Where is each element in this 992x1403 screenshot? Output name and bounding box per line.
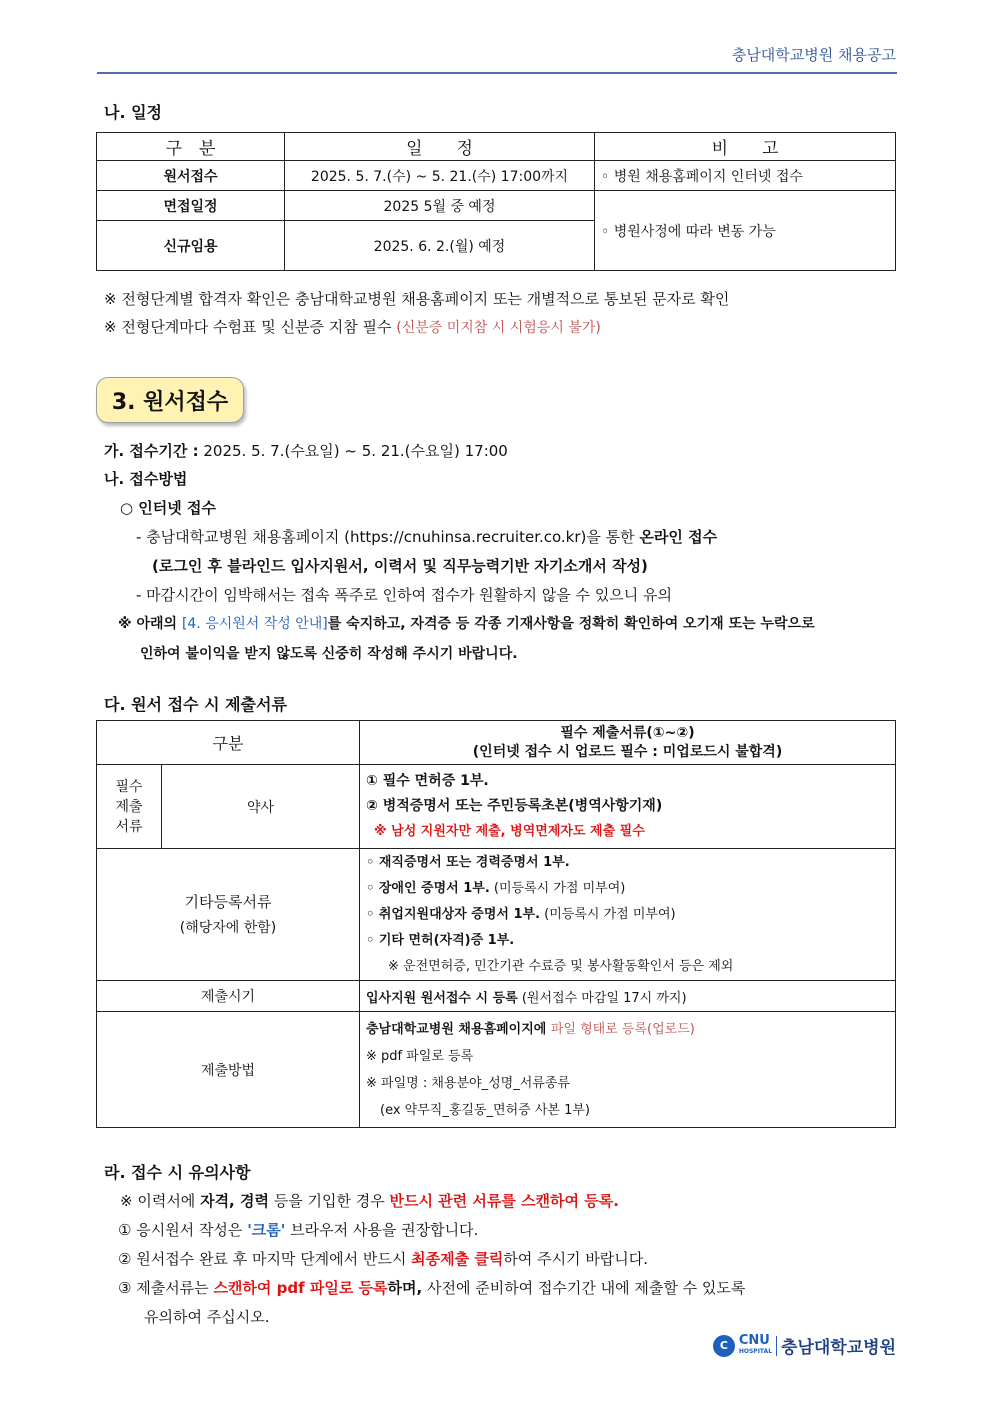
table-row	[97, 765, 896, 849]
schedule-note-1: ※ 전형단계별 합격자 확인은 충남대학교병원 채용홈페이지 또는 개별적으로 통보된 문자로 확인	[104, 290, 730, 308]
required-label-3: 서류	[115, 818, 143, 835]
timing-value-bold: 입사지원 원서접수 시 등록	[366, 990, 518, 1006]
schedule-col-date: 일 정	[285, 133, 595, 161]
required-label	[97, 765, 162, 849]
notice-line-1	[118, 613, 815, 633]
pharm-label: 약사	[162, 765, 360, 849]
period-line	[104, 440, 508, 461]
section-badge: 3. 원서접수	[96, 377, 244, 423]
schedule-row-label: 신규임용	[97, 221, 285, 271]
documents-col-required-line-2: (인터넷 접수 시 업로드 필수 : 미업로드시 불합격)	[472, 743, 783, 760]
schedule-heading: 나. 일정	[104, 103, 163, 122]
schedule-row-label: 면접일정	[97, 191, 285, 221]
schedule-merged-note: ◦ 병원사정에 따라 변동 가능	[595, 191, 896, 271]
caution-0-bold: 자격, 경력	[200, 1192, 269, 1210]
method-heading: 나. 접수방법	[104, 470, 188, 488]
notice-rest: 를 숙지하고, 자격증 등 각종 기재사항을 정확히 확인하여 오기재 또는 누락으로	[327, 616, 815, 632]
period-label: 가. 접수기간 :	[104, 442, 199, 460]
timing-label: 제출시기	[97, 981, 360, 1012]
table-row	[97, 161, 896, 191]
header-title: 충남대학교병원 채용공고	[731, 46, 896, 64]
method-item-1-red: 파일 형태로 등록(업로드)	[550, 1021, 695, 1037]
other-item-4: ◦ 기타 면허(자격)증 1부.	[366, 932, 515, 948]
documents-col-required	[360, 721, 896, 765]
caution-2-c: 하여 주시기 바랍니다.	[503, 1250, 649, 1268]
schedule-col-category: 구 분	[97, 133, 285, 161]
table-row	[97, 191, 896, 221]
method-items	[360, 1012, 896, 1128]
method-label: 제출방법	[97, 1012, 360, 1128]
cautions-heading: 라. 접수 시 유의사항	[104, 1163, 251, 1182]
caution-3-c: 사전에 준비하여 접수기간 내에 제출할 수 있도록	[422, 1279, 746, 1297]
logo-cnu	[738, 1332, 773, 1357]
schedule-note-2-warning: (신분증 미지참 시 시험응시 불가)	[396, 320, 601, 336]
other-item-3-bold: ◦ 취업지원대상자 증명서 1부.	[366, 906, 541, 922]
notice-prefix: ※ 아래의	[118, 616, 182, 632]
caution-1-blue: '크롬'	[247, 1221, 286, 1239]
other-item-2-bold: ◦ 장애인 증명서 1부.	[366, 880, 490, 896]
schedule-row-date: 2025 5월 중 예정	[285, 191, 595, 221]
required-item-1: ① 필수 면허증 1부.	[366, 773, 489, 789]
schedule-row-label: 원서접수	[97, 161, 285, 191]
documents-col-category: 구분	[97, 721, 360, 765]
logo-separator	[776, 1336, 777, 1356]
table-row	[97, 849, 896, 981]
table-row	[97, 1012, 896, 1128]
schedule-table	[96, 132, 896, 271]
logo-hospital-text: HOSPITAL	[738, 1347, 773, 1355]
caution-1-a: ① 응시원서 작성은	[118, 1221, 248, 1239]
required-items	[360, 765, 896, 849]
period-value: 2025. 5. 7.(수요일) ~ 5. 21.(수요일) 17:00	[198, 442, 508, 460]
method-line-1-bold: 온라인 접수	[639, 528, 718, 546]
method-item-4: (ex 약무직_홍길동_면허증 사본 1부)	[380, 1102, 590, 1118]
schedule-note-2	[104, 316, 601, 337]
logo-cnu-text: CNU	[738, 1332, 770, 1348]
caution-1-c: 브라우저 사용을 권장합니다.	[285, 1221, 479, 1239]
required-item-2: ② 병적증명서 또는 주민등록초본(병역사항기재)	[366, 798, 663, 814]
caution-2-red: 최종제출 클릭	[411, 1250, 504, 1268]
documents-table	[96, 720, 896, 1128]
other-item-5: ※ 운전면허증, 민간기관 수료증 및 봉사활동확인서 등은 제외	[388, 958, 734, 974]
caution-3	[118, 1277, 745, 1298]
other-label-sub: (해당자에 한함)	[179, 919, 277, 936]
method-item-3: ※ 파일명 : 채용분야_성명_서류종류	[366, 1075, 570, 1091]
method-line-3: - 마감시간이 임박해서는 접속 폭주로 인하여 접수가 원활하지 않을 수 있으니 유의	[136, 586, 673, 604]
method-item-1	[366, 1016, 889, 1043]
caution-1	[118, 1219, 478, 1240]
caution-3-a: ③ 제출서류는	[118, 1279, 214, 1297]
documents-col-required-line-1: 필수 제출서류(①~②)	[560, 724, 695, 741]
method-line-1	[136, 526, 717, 547]
caution-2-a: ② 원서접수 완료 후 마지막 단계에서 반드시	[118, 1250, 412, 1268]
required-label-2: 제출	[115, 798, 143, 815]
method-line-2: (로그인 후 블라인드 입사지원서, 이력서 및 직무능력기반 자기소개서 작성)	[152, 557, 648, 575]
method-item-2: ※ pdf 파일로 등록	[366, 1048, 474, 1064]
timing-value-note: (원서접수 마감일 17시 까지)	[517, 990, 687, 1006]
other-label-text: 기타등록서류	[184, 892, 272, 911]
logo-name: 충남대학교병원	[781, 1338, 896, 1358]
table-row	[97, 981, 896, 1012]
caution-3-bold: 하며,	[387, 1279, 423, 1297]
caution-3-red: 스캔하여 pdf 파일로 등록	[213, 1279, 388, 1297]
other-item-3-note: (미등록시 가점 미부여)	[540, 906, 676, 922]
other-item-2	[366, 876, 889, 902]
method-line-1-text: - 충남대학교병원 채용홈페이지 (https://cnuhinsa.recruiter.co.kr)을 통한	[136, 528, 640, 546]
caution-0	[120, 1190, 619, 1211]
required-label-1: 필수	[115, 778, 143, 795]
method-item-1-bold: 충남대학교병원 채용홈페이지에	[366, 1021, 551, 1037]
timing-value	[360, 981, 896, 1012]
caution-0-c: 등을 기입한 경우	[268, 1192, 390, 1210]
caution-0-a: ※ 이력서에	[120, 1192, 201, 1210]
schedule-note-2-text: ※ 전형단계마다 수험표 및 신분증 지참 필수	[104, 318, 397, 336]
documents-heading: 다. 원서 접수 시 제출서류	[104, 695, 287, 714]
caution-2	[118, 1248, 648, 1269]
other-item-1: ◦ 재직증명서 또는 경력증명서 1부.	[366, 854, 570, 870]
schedule-row-date: 2025. 6. 2.(월) 예정	[285, 221, 595, 271]
notice-link: [4. 응시원서 작성 안내]	[181, 616, 328, 632]
schedule-row-date: 2025. 5. 7.(수) ~ 5. 21.(수) 17:00까지	[285, 161, 595, 191]
other-label	[97, 849, 360, 981]
schedule-col-note: 비 고	[595, 133, 896, 161]
header-divider	[97, 72, 897, 74]
caution-0-red: 반드시 관련 서류를 스캔하여 등록.	[389, 1192, 619, 1210]
caution-3-line-2: 유의하여 주십시오.	[144, 1308, 270, 1326]
hospital-logo	[713, 1333, 896, 1358]
schedule-row-note: ◦ 병원 채용홈페이지 인터넷 접수	[595, 161, 896, 191]
other-item-3	[366, 902, 889, 928]
method-sub: ○ 인터넷 접수	[120, 499, 216, 517]
required-note: ※ 남성 지원자만 제출, 병역면제자도 제출 필수	[374, 824, 645, 839]
logo-mark-icon: C	[713, 1335, 735, 1357]
notice-line-2: 인하여 불이익을 받지 않도록 신중히 작성해 주시기 바랍니다.	[140, 646, 518, 662]
other-item-2-note: (미등록시 가점 미부여)	[489, 880, 626, 896]
other-items	[360, 849, 896, 981]
